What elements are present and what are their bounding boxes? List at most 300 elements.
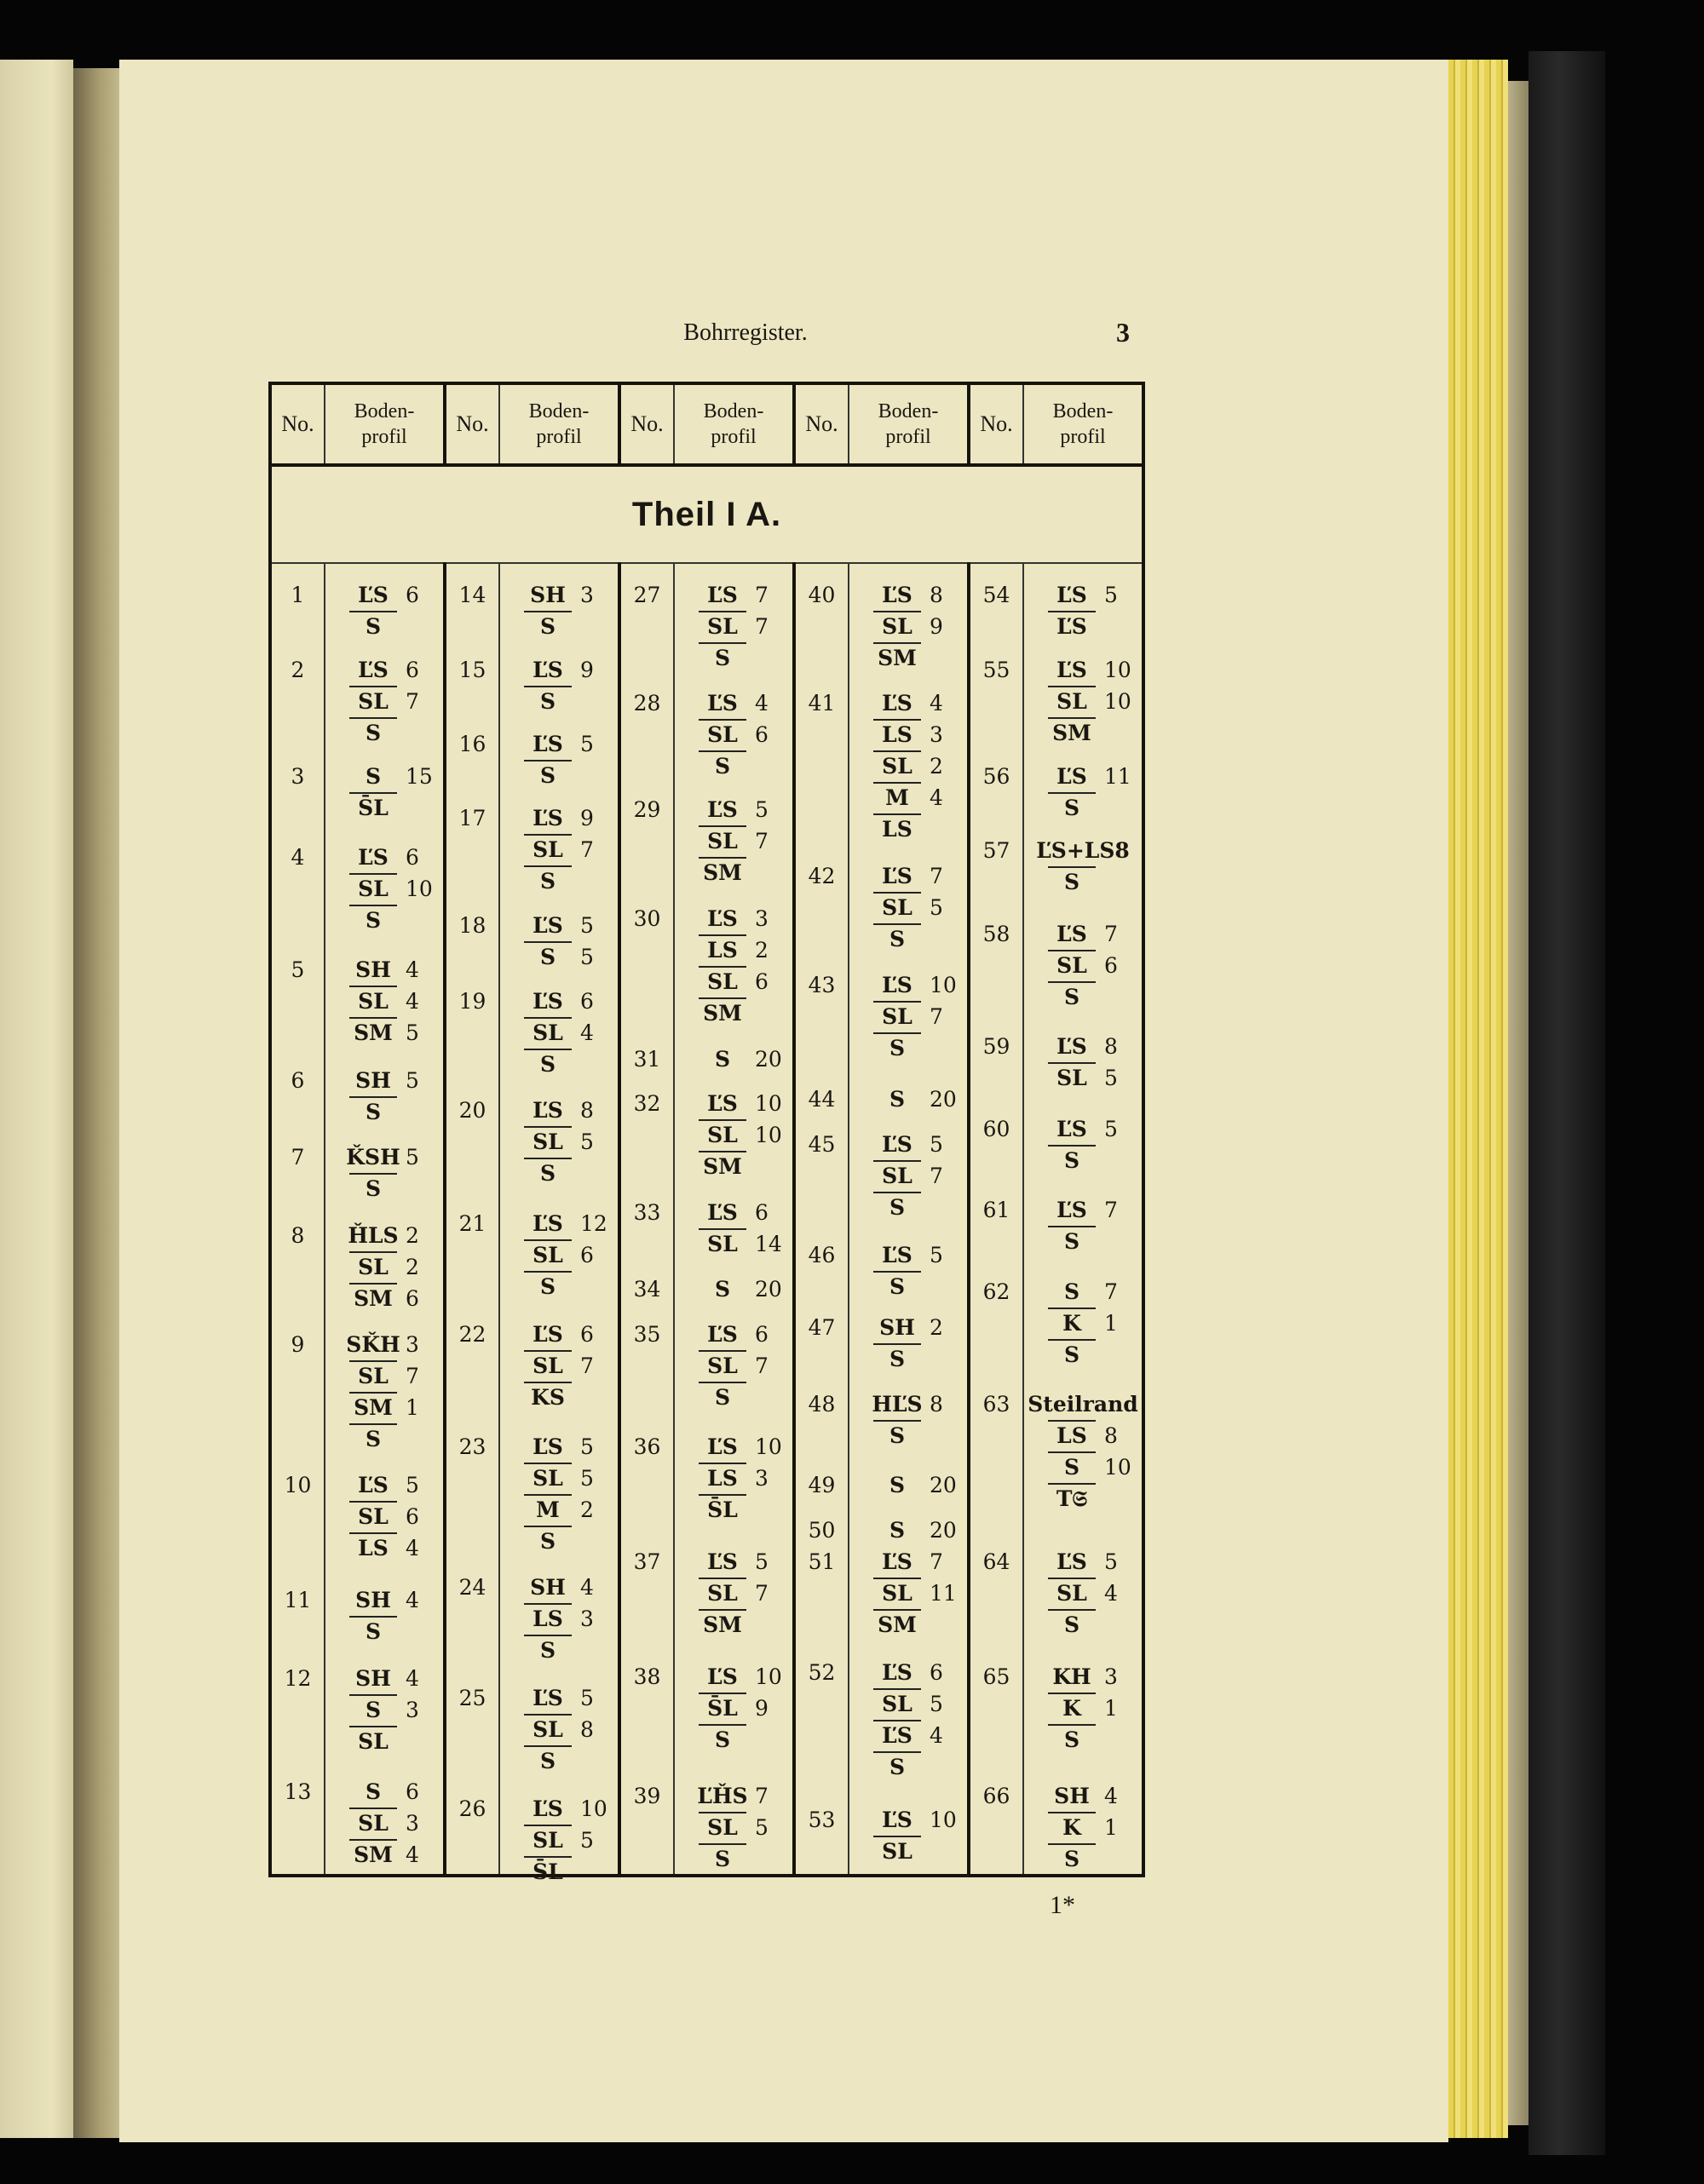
soil-type: ĽS	[882, 583, 912, 607]
profile-line	[675, 794, 792, 825]
layer-depth: 10	[755, 1434, 782, 1459]
profile-line	[675, 611, 792, 642]
layer-depth: 7	[930, 1164, 943, 1188]
soil-type: LS	[707, 1466, 738, 1491]
profile-line	[675, 1494, 792, 1526]
soil-type: S	[714, 646, 731, 670]
profile-line	[500, 1095, 618, 1126]
soil-type: S	[1063, 1727, 1080, 1752]
profile-entry	[675, 1780, 792, 1875]
profile-line	[849, 1271, 967, 1302]
profile-line	[325, 1329, 443, 1360]
soil-type: LS	[882, 722, 912, 747]
soil-type: SǨH	[346, 1332, 400, 1357]
profile-entry	[1024, 1780, 1142, 1875]
profile-entry	[325, 842, 443, 936]
entry-number-text: 50	[808, 1518, 836, 1543]
entry-number-text: 45	[808, 1132, 836, 1157]
entry-number-text: 42	[808, 864, 836, 888]
soil-type: ĽS+LS8	[1036, 838, 1130, 863]
profile-line	[1024, 981, 1142, 1013]
profile-column	[325, 563, 445, 1876]
profile-line	[1024, 1031, 1142, 1062]
profile-line	[675, 1088, 792, 1119]
entry-number-text: 62	[982, 1279, 1010, 1304]
layer-depth: 7	[930, 1004, 943, 1029]
entry-number-text: 41	[808, 691, 836, 716]
soil-type: SH	[530, 583, 566, 607]
profile-line	[675, 1463, 792, 1494]
soil-type: SL	[707, 722, 738, 747]
profile-entry	[325, 654, 443, 749]
profile-line	[1024, 761, 1142, 792]
layer-depth: 10	[755, 1091, 782, 1116]
soil-type: SM	[878, 646, 917, 670]
layer-depth: 3	[580, 583, 594, 607]
entry-number-text: 26	[458, 1796, 486, 1821]
profile-line	[500, 1431, 618, 1463]
layer-depth: 10	[930, 1808, 957, 1832]
layer-depth: 5	[1104, 583, 1118, 607]
profile-entry	[1024, 1388, 1142, 1514]
profile-line	[325, 1726, 443, 1757]
layer-depth: 3	[406, 1332, 419, 1357]
soil-type: SL	[532, 1717, 563, 1742]
profile-line	[1024, 1276, 1142, 1308]
layer-depth: 9	[580, 806, 594, 830]
profile-entry	[1024, 1194, 1142, 1257]
layer-depth: 4	[580, 1020, 594, 1045]
profile-line	[325, 1141, 443, 1173]
profile-line	[500, 1745, 618, 1777]
soil-type: SL	[882, 1692, 912, 1716]
entry-number-text: 60	[982, 1117, 1010, 1141]
profile-line	[325, 1532, 443, 1564]
entry-number-text: 24	[458, 1575, 486, 1600]
profile-line	[1024, 1226, 1142, 1257]
entry-number-text: 30	[633, 906, 661, 931]
left-page	[0, 60, 73, 2138]
entry-number-text: 52	[808, 1660, 836, 1685]
profile-entry	[849, 1388, 967, 1451]
profile-line	[675, 687, 792, 719]
entry-number-text: 10	[284, 1473, 312, 1497]
profile-line	[1024, 1388, 1142, 1420]
profile-entry	[849, 1239, 967, 1302]
soil-type: SL	[707, 969, 738, 994]
profile-entry	[675, 1431, 792, 1526]
soil-type: S	[365, 764, 382, 789]
soil-type: SH	[355, 1068, 391, 1093]
soil-type: K	[1062, 1311, 1081, 1336]
entry-number-text: 56	[982, 764, 1010, 789]
profile-line	[325, 954, 443, 986]
soil-type: S	[889, 1518, 906, 1543]
profile-line	[849, 1032, 967, 1064]
profile-entry	[325, 1776, 443, 1871]
soil-type: ĽS	[707, 1664, 738, 1689]
soil-type: S	[1063, 796, 1080, 820]
soil-type: SL	[532, 1354, 563, 1378]
soil-type: ĽȞS	[697, 1784, 748, 1808]
soil-type: S	[714, 1727, 731, 1752]
soil-type: ĽS	[882, 1723, 912, 1748]
soil-type: S	[889, 1423, 906, 1448]
entry-number-text: 19	[458, 989, 486, 1014]
layer-depth: 10	[1104, 1455, 1131, 1480]
profile-line	[500, 728, 618, 760]
profile-line	[1024, 579, 1142, 611]
profile-line	[675, 1119, 792, 1151]
profile-line	[1024, 1113, 1142, 1145]
soil-type: S	[889, 1274, 906, 1299]
layer-depth: 3	[930, 722, 943, 747]
layer-depth: 3	[580, 1606, 594, 1631]
soil-type: ĽS	[358, 658, 389, 682]
soil-type: Steilrand	[1028, 1392, 1138, 1417]
profile-line	[675, 1609, 792, 1641]
header-no: No.	[969, 383, 1023, 465]
profile-entry	[675, 1197, 792, 1260]
profile-line	[1024, 1339, 1142, 1371]
soil-type: ĽS	[882, 973, 912, 997]
soil-type: SL	[532, 1466, 563, 1491]
layer-depth: 4	[930, 691, 943, 716]
profile-line	[500, 1494, 618, 1526]
soil-type: S	[1063, 1279, 1080, 1304]
layer-depth: 8	[1104, 1423, 1118, 1448]
profile-line	[675, 966, 792, 997]
entry-number-text: 35	[633, 1322, 661, 1347]
soil-type: SL	[1056, 689, 1087, 714]
entry-number-text: 46	[808, 1243, 836, 1267]
soil-type: S	[1063, 985, 1080, 1009]
profile-column	[849, 563, 969, 1876]
profile-line	[675, 1350, 792, 1382]
soil-type: SM	[354, 1842, 393, 1867]
soil-type: ĽS	[358, 845, 389, 870]
profile-line	[325, 1392, 443, 1423]
soil-type: ĽS	[707, 691, 738, 716]
profile-line	[849, 892, 967, 923]
soil-type: S	[1063, 1342, 1080, 1367]
soil-type: S	[539, 689, 556, 714]
profile-entry	[500, 579, 618, 642]
profile-line	[325, 611, 443, 642]
entry-number-text: 39	[633, 1784, 661, 1808]
soil-type: SL	[358, 1811, 389, 1836]
layer-depth: 11	[930, 1581, 957, 1606]
soil-type: SL	[532, 1828, 563, 1853]
profile-line	[325, 1616, 443, 1647]
soil-type: S	[539, 1529, 556, 1554]
layer-depth: 6	[406, 583, 419, 607]
profile-line	[500, 1526, 618, 1557]
no-column	[445, 563, 499, 1876]
layer-depth: 8	[930, 1392, 943, 1417]
soil-type: SH	[355, 1666, 391, 1691]
entry-number-text: 54	[982, 583, 1010, 607]
soil-type: SL	[358, 989, 389, 1014]
soil-type: SL	[532, 1129, 563, 1154]
profile-entry	[849, 969, 967, 1064]
profile-line	[675, 579, 792, 611]
profile-line	[1024, 611, 1142, 642]
profile-line	[675, 1382, 792, 1413]
profile-line	[849, 1804, 967, 1836]
layer-depth: 5	[755, 1549, 769, 1574]
profile-line	[675, 1043, 792, 1075]
profile-line	[500, 1158, 618, 1189]
profile-line	[675, 1273, 792, 1305]
profile-line	[500, 834, 618, 865]
layer-depth: 6	[755, 1322, 769, 1347]
soil-type: ĽS	[707, 1200, 738, 1225]
layer-depth: 7	[755, 583, 769, 607]
layer-depth: 3	[406, 1698, 419, 1722]
entry-number-text: 36	[633, 1434, 661, 1459]
entry-number-text: 23	[458, 1434, 486, 1459]
soil-type: SL	[707, 614, 738, 639]
layer-depth: 5	[580, 1828, 594, 1853]
soil-type: SH	[355, 957, 391, 982]
soil-type: SL	[358, 1729, 389, 1754]
soil-type: S	[365, 1427, 382, 1451]
entry-number-text: 32	[633, 1091, 661, 1116]
layer-depth: 20	[930, 1087, 957, 1112]
soil-type: HĽS	[872, 1392, 923, 1417]
layer-depth: 10	[406, 876, 433, 901]
soil-type: ĽS	[882, 1660, 912, 1685]
soil-type: SM	[878, 1612, 917, 1637]
soil-type: ĽS	[882, 1808, 912, 1832]
profile-entry	[849, 1129, 967, 1223]
entry-number-text: 2	[291, 658, 305, 682]
profile-entry	[500, 1682, 618, 1777]
soil-type: T𝔖	[1056, 1486, 1088, 1511]
profile-line	[500, 1126, 618, 1158]
profile-line	[325, 761, 443, 792]
profile-line	[849, 719, 967, 750]
book-cover	[1528, 51, 1605, 2155]
soil-type: SM	[1052, 721, 1091, 745]
profile-line	[325, 905, 443, 936]
profile-line	[1024, 1609, 1142, 1641]
profile-line	[325, 1017, 443, 1049]
profile-entry	[675, 579, 792, 674]
profile-line	[325, 1220, 443, 1251]
layer-depth: 6	[580, 1243, 594, 1267]
layer-depth: 8	[580, 1717, 594, 1742]
profile-line	[1024, 1062, 1142, 1094]
profile-line	[325, 1694, 443, 1726]
profile-line	[675, 750, 792, 782]
header-profile: Boden- profil	[499, 383, 619, 465]
profile-line	[1024, 1724, 1142, 1756]
profile-line	[325, 1423, 443, 1455]
profile-line	[500, 760, 618, 791]
profile-entry	[325, 1584, 443, 1647]
layer-depth: 10	[1104, 658, 1131, 682]
profile-entry	[325, 761, 443, 824]
layer-depth: 5	[406, 1020, 419, 1045]
soil-type: SL	[882, 895, 912, 920]
layer-depth: 14	[755, 1232, 782, 1256]
entry-number-text: 59	[982, 1034, 1010, 1059]
entry-number-text: 4	[291, 845, 305, 870]
soil-type: SL	[532, 837, 563, 862]
soil-type: S	[539, 614, 556, 639]
profile-line	[500, 1603, 618, 1635]
profile-line	[1024, 792, 1142, 824]
profile-entry	[1024, 1031, 1142, 1094]
profile-line	[500, 1572, 618, 1603]
soil-type: S	[889, 1195, 906, 1220]
soil-type: S	[714, 754, 731, 779]
profile-line	[849, 1192, 967, 1223]
soil-type: ȞLS	[348, 1223, 399, 1248]
profile-line	[1024, 950, 1142, 981]
layer-depth: 4	[406, 957, 419, 982]
soil-type: SL	[358, 1255, 389, 1279]
profile-line	[325, 1663, 443, 1694]
soil-type: ǨSH	[346, 1145, 400, 1170]
header-no: No.	[445, 383, 499, 465]
profile-line	[1024, 1420, 1142, 1451]
profile-line	[849, 782, 967, 813]
profile-line	[325, 1360, 443, 1392]
profile-line	[849, 923, 967, 955]
profile-line	[325, 1283, 443, 1314]
profile-entry	[500, 1793, 618, 1888]
profile-column	[499, 563, 619, 1884]
profile-entry	[849, 1514, 967, 1546]
layer-depth: 1	[1104, 1696, 1118, 1721]
layer-depth: 5	[1104, 1549, 1118, 1574]
entry-number-text: 15	[458, 658, 486, 682]
profile-line	[849, 1083, 967, 1115]
soil-type: SL	[358, 1504, 389, 1529]
profile-entry	[1024, 1113, 1142, 1176]
header-profile: Boden- profil	[674, 383, 794, 465]
soil-type: LS	[882, 817, 912, 842]
profile-line	[325, 792, 443, 824]
no-column	[619, 563, 674, 1876]
soil-type: ĽS	[358, 583, 389, 607]
profile-line	[849, 1609, 967, 1641]
profile-line	[849, 860, 967, 892]
entry-number-text: 14	[458, 583, 486, 607]
soil-type: ĽS	[882, 1132, 912, 1157]
soil-type: SL	[882, 1004, 912, 1029]
profile-line	[849, 1657, 967, 1688]
profile-entry	[849, 1657, 967, 1783]
header-no: No.	[794, 383, 849, 465]
profile-line	[500, 986, 618, 1017]
entry-number-text: 47	[808, 1315, 836, 1340]
no-column	[969, 563, 1023, 1876]
layer-depth: 5	[406, 1145, 419, 1170]
soil-type: SL	[707, 1123, 738, 1147]
layer-depth: 4	[406, 1666, 419, 1691]
profile-entry	[675, 1273, 792, 1305]
soil-type: ĽS	[532, 1434, 563, 1459]
layer-depth: 6	[406, 658, 419, 682]
running-head: Bohrregister.	[683, 319, 808, 346]
profile-line	[1024, 686, 1142, 717]
profile-line	[500, 579, 618, 611]
entry-number-text: 17	[458, 806, 486, 830]
soil-type: ĽS	[358, 1473, 389, 1497]
entry-number-text: 63	[982, 1392, 1010, 1417]
layer-depth: 6	[406, 845, 419, 870]
page-edges-shadow	[1508, 81, 1528, 2125]
layer-depth: 7	[930, 1549, 943, 1574]
soil-type: ĽS	[707, 797, 738, 822]
profile-entry	[325, 1141, 443, 1204]
layer-depth: 2	[580, 1497, 594, 1522]
entry-number-text: 25	[458, 1686, 486, 1710]
soil-type: LS	[532, 1606, 563, 1631]
soil-type: ĽS	[707, 906, 738, 931]
layer-depth: 1	[406, 1395, 419, 1420]
signature-mark: 1*	[1050, 1891, 1075, 1919]
layer-depth: 5	[755, 1815, 769, 1840]
layer-depth: 2	[930, 1315, 943, 1340]
layer-depth: 1	[1104, 1311, 1118, 1336]
profile-entry	[325, 1663, 443, 1757]
profile-line	[675, 934, 792, 966]
soil-type: S	[539, 1161, 556, 1186]
profile-line	[1024, 1693, 1142, 1724]
soil-type: ĽS	[532, 1796, 563, 1821]
entry-number-text: 6	[291, 1068, 305, 1093]
layer-depth: 12	[580, 1211, 607, 1236]
soil-type: ĽS	[707, 1434, 738, 1459]
profile-line	[849, 1001, 967, 1032]
profile-entry	[1024, 1546, 1142, 1641]
layer-depth: 6	[406, 1779, 419, 1804]
soil-type: ĽS	[532, 732, 563, 756]
profile-line	[849, 1129, 967, 1160]
profile-line	[1024, 1843, 1142, 1875]
profile-line	[500, 1208, 618, 1239]
layer-depth: 5	[930, 1692, 943, 1716]
soil-type: ĽS	[532, 1686, 563, 1710]
layer-depth: 5	[406, 1068, 419, 1093]
soil-type: SL	[707, 1581, 738, 1606]
profile-line	[500, 686, 618, 717]
profile-line	[675, 1228, 792, 1260]
section-row	[270, 465, 1143, 563]
profile-entry	[675, 687, 792, 782]
profile-line	[849, 1546, 967, 1578]
soil-type: S	[714, 1047, 731, 1072]
layer-depth: 4	[930, 1723, 943, 1748]
entry-number-text: 34	[633, 1277, 661, 1302]
soil-type: S	[365, 1619, 382, 1644]
soil-type: SL	[358, 876, 389, 901]
profile-line	[1024, 835, 1142, 866]
profile-line	[849, 1420, 967, 1451]
soil-type: S	[889, 1755, 906, 1779]
profile-line	[325, 986, 443, 1017]
profile-entry	[500, 1208, 618, 1302]
profile-entry	[500, 802, 618, 897]
soil-type: ĽS	[532, 1322, 563, 1347]
profile-line	[849, 1469, 967, 1501]
entry-number-text: 37	[633, 1549, 661, 1574]
